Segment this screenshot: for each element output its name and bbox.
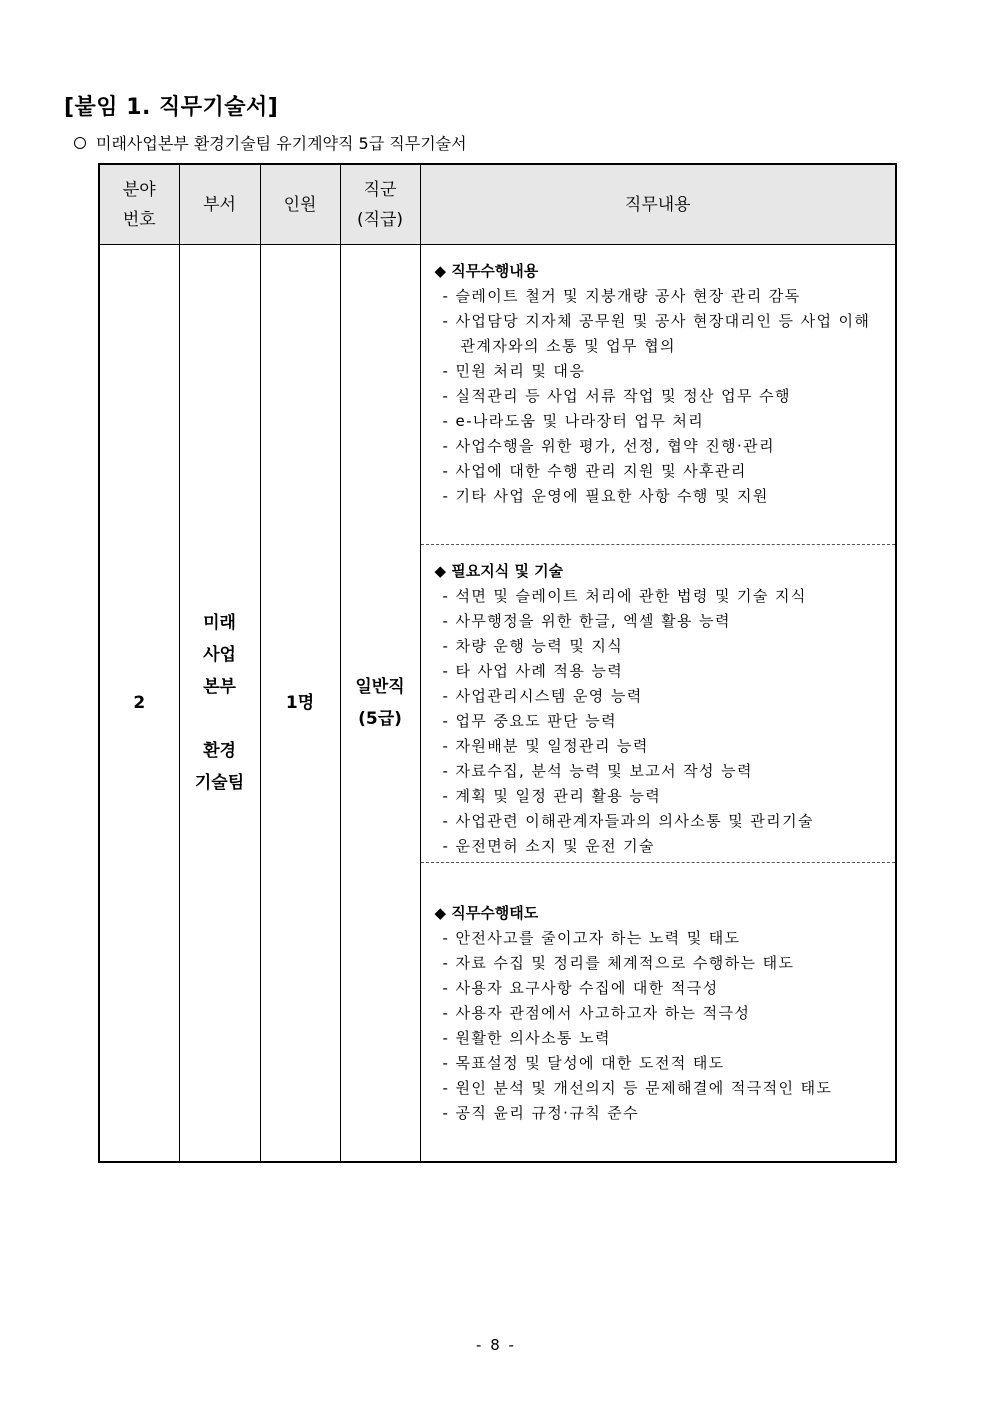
list-item: - 슬레이트 철거 및 지붕개량 공사 현장 관리 감독 — [442, 287, 801, 305]
section-knowledge-title: ◆ 필요지식 및 기술 — [434, 562, 564, 580]
list-item: - 석면 및 슬레이트 처리에 관한 법령 및 기술 지식 — [442, 587, 807, 605]
header-grade-line-1: 직군 — [363, 179, 397, 200]
header-grade — [340, 164, 420, 245]
list-item: - 사업에 대한 수행 관리 지원 및 사후관리 — [442, 462, 747, 480]
list-item: - 기타 사업 운영에 필요한 사항 수행 및 지원 — [442, 487, 769, 505]
document-subtitle — [74, 131, 467, 154]
list-item: - 자료수집, 분석 능력 및 보고서 작성 능력 — [442, 762, 753, 780]
list-item: - 업무 중요도 판단 능력 — [442, 712, 617, 730]
cell-dept — [179, 245, 260, 1163]
section-attitude — [421, 863, 896, 1161]
list-item: - 사업수행을 위한 평가, 선정, 협약 진행·관리 — [442, 437, 775, 455]
list-item: - 사용자 요구사항 수집에 대한 적극성 — [442, 979, 719, 997]
header-headcount: 인원 — [260, 164, 340, 245]
list-item: - 원활한 의사소통 노력 — [442, 1029, 611, 1047]
header-field-no-line-1: 분야 — [122, 179, 156, 200]
list-item: - 타 사업 사례 적용 능력 — [442, 662, 624, 680]
circle-bullet-icon — [74, 137, 86, 149]
list-item: - 원인 분석 및 개선의지 등 문제해결에 적극적인 태도 — [442, 1079, 833, 1097]
list-item: - 실적관리 등 사업 서류 작업 및 정산 업무 수행 — [442, 387, 791, 405]
cell-field-no: 2 — [99, 245, 179, 1163]
section-attitude-title: ◆ 직무수행태도 — [434, 904, 539, 922]
list-item: - 계획 및 일정 관리 활용 능력 — [442, 787, 662, 805]
page-number: - 8 - — [476, 1336, 516, 1354]
list-item: - 사업관리시스템 운영 능력 — [442, 687, 643, 705]
dept-line-3: 본부 — [203, 677, 236, 697]
grade-line-2: (5급) — [358, 709, 402, 729]
dept-line-2: 사업 — [203, 645, 236, 665]
header-duties: 직무내용 — [420, 164, 896, 245]
list-item: - 사업관련 이해관계자들과의 의사소통 및 관리기술 — [442, 812, 814, 830]
subtitle-text: 미래사업본부 환경기술팀 유기계약직 5급 직무기술서 — [96, 134, 467, 153]
section-duties-list — [435, 284, 886, 509]
table-header-row — [99, 164, 896, 245]
list-item: - 자원배분 및 일정관리 능력 — [442, 737, 649, 755]
list-item: - 목표설정 및 달성에 대한 도전적 태도 — [442, 1054, 725, 1072]
section-duties-title: ◆ 직무수행내용 — [434, 262, 539, 280]
document-title: [붙임 1. 직무기술서] — [64, 95, 279, 120]
section-knowledge — [421, 545, 896, 863]
dept-line-6: 기술팀 — [194, 773, 245, 793]
list-item: - 차량 운행 능력 및 지식 — [442, 637, 624, 655]
dept-line-blank — [180, 703, 260, 735]
section-duties — [421, 245, 896, 545]
header-field-no — [99, 164, 179, 245]
cell-grade — [340, 245, 420, 1163]
section-attitude-list — [435, 926, 886, 1126]
cell-headcount: 1명 — [260, 245, 340, 1163]
grade-line-1: 일반직 — [355, 677, 405, 697]
list-item: - 사무행정을 위한 한글, 엑셀 활용 능력 — [442, 612, 731, 630]
cell-duties — [420, 245, 896, 1163]
list-item: - 민원 처리 및 대응 — [442, 362, 586, 380]
header-grade-line-2: (직급) — [356, 209, 404, 230]
list-item: - 자료 수집 및 정리를 체계적으로 수행하는 태도 — [442, 954, 795, 972]
list-item: - 안전사고를 줄이고자 하는 노력 및 태도 — [442, 929, 741, 947]
list-item: - 사용자 관점에서 사고하고자 하는 적극성 — [442, 1004, 751, 1022]
header-dept: 부서 — [179, 164, 260, 245]
dept-line-5: 환경 — [203, 741, 236, 761]
list-item: - e-나라도움 및 나라장터 업무 처리 — [442, 412, 705, 430]
table-row — [99, 245, 896, 1163]
header-field-no-line-2: 번호 — [122, 209, 156, 230]
list-item: - 공직 윤리 규정·규칙 준수 — [442, 1104, 640, 1122]
section-knowledge-list — [435, 584, 886, 859]
list-item: - 사업담당 지자체 공무원 및 공사 현장대리인 등 사업 이해관계자와의 소통 및 업무 협의 — [442, 312, 871, 355]
list-item: - 운전면허 소지 및 운전 기술 — [442, 837, 655, 855]
job-description-table — [98, 163, 897, 1163]
dept-line-1: 미래 — [203, 613, 236, 633]
